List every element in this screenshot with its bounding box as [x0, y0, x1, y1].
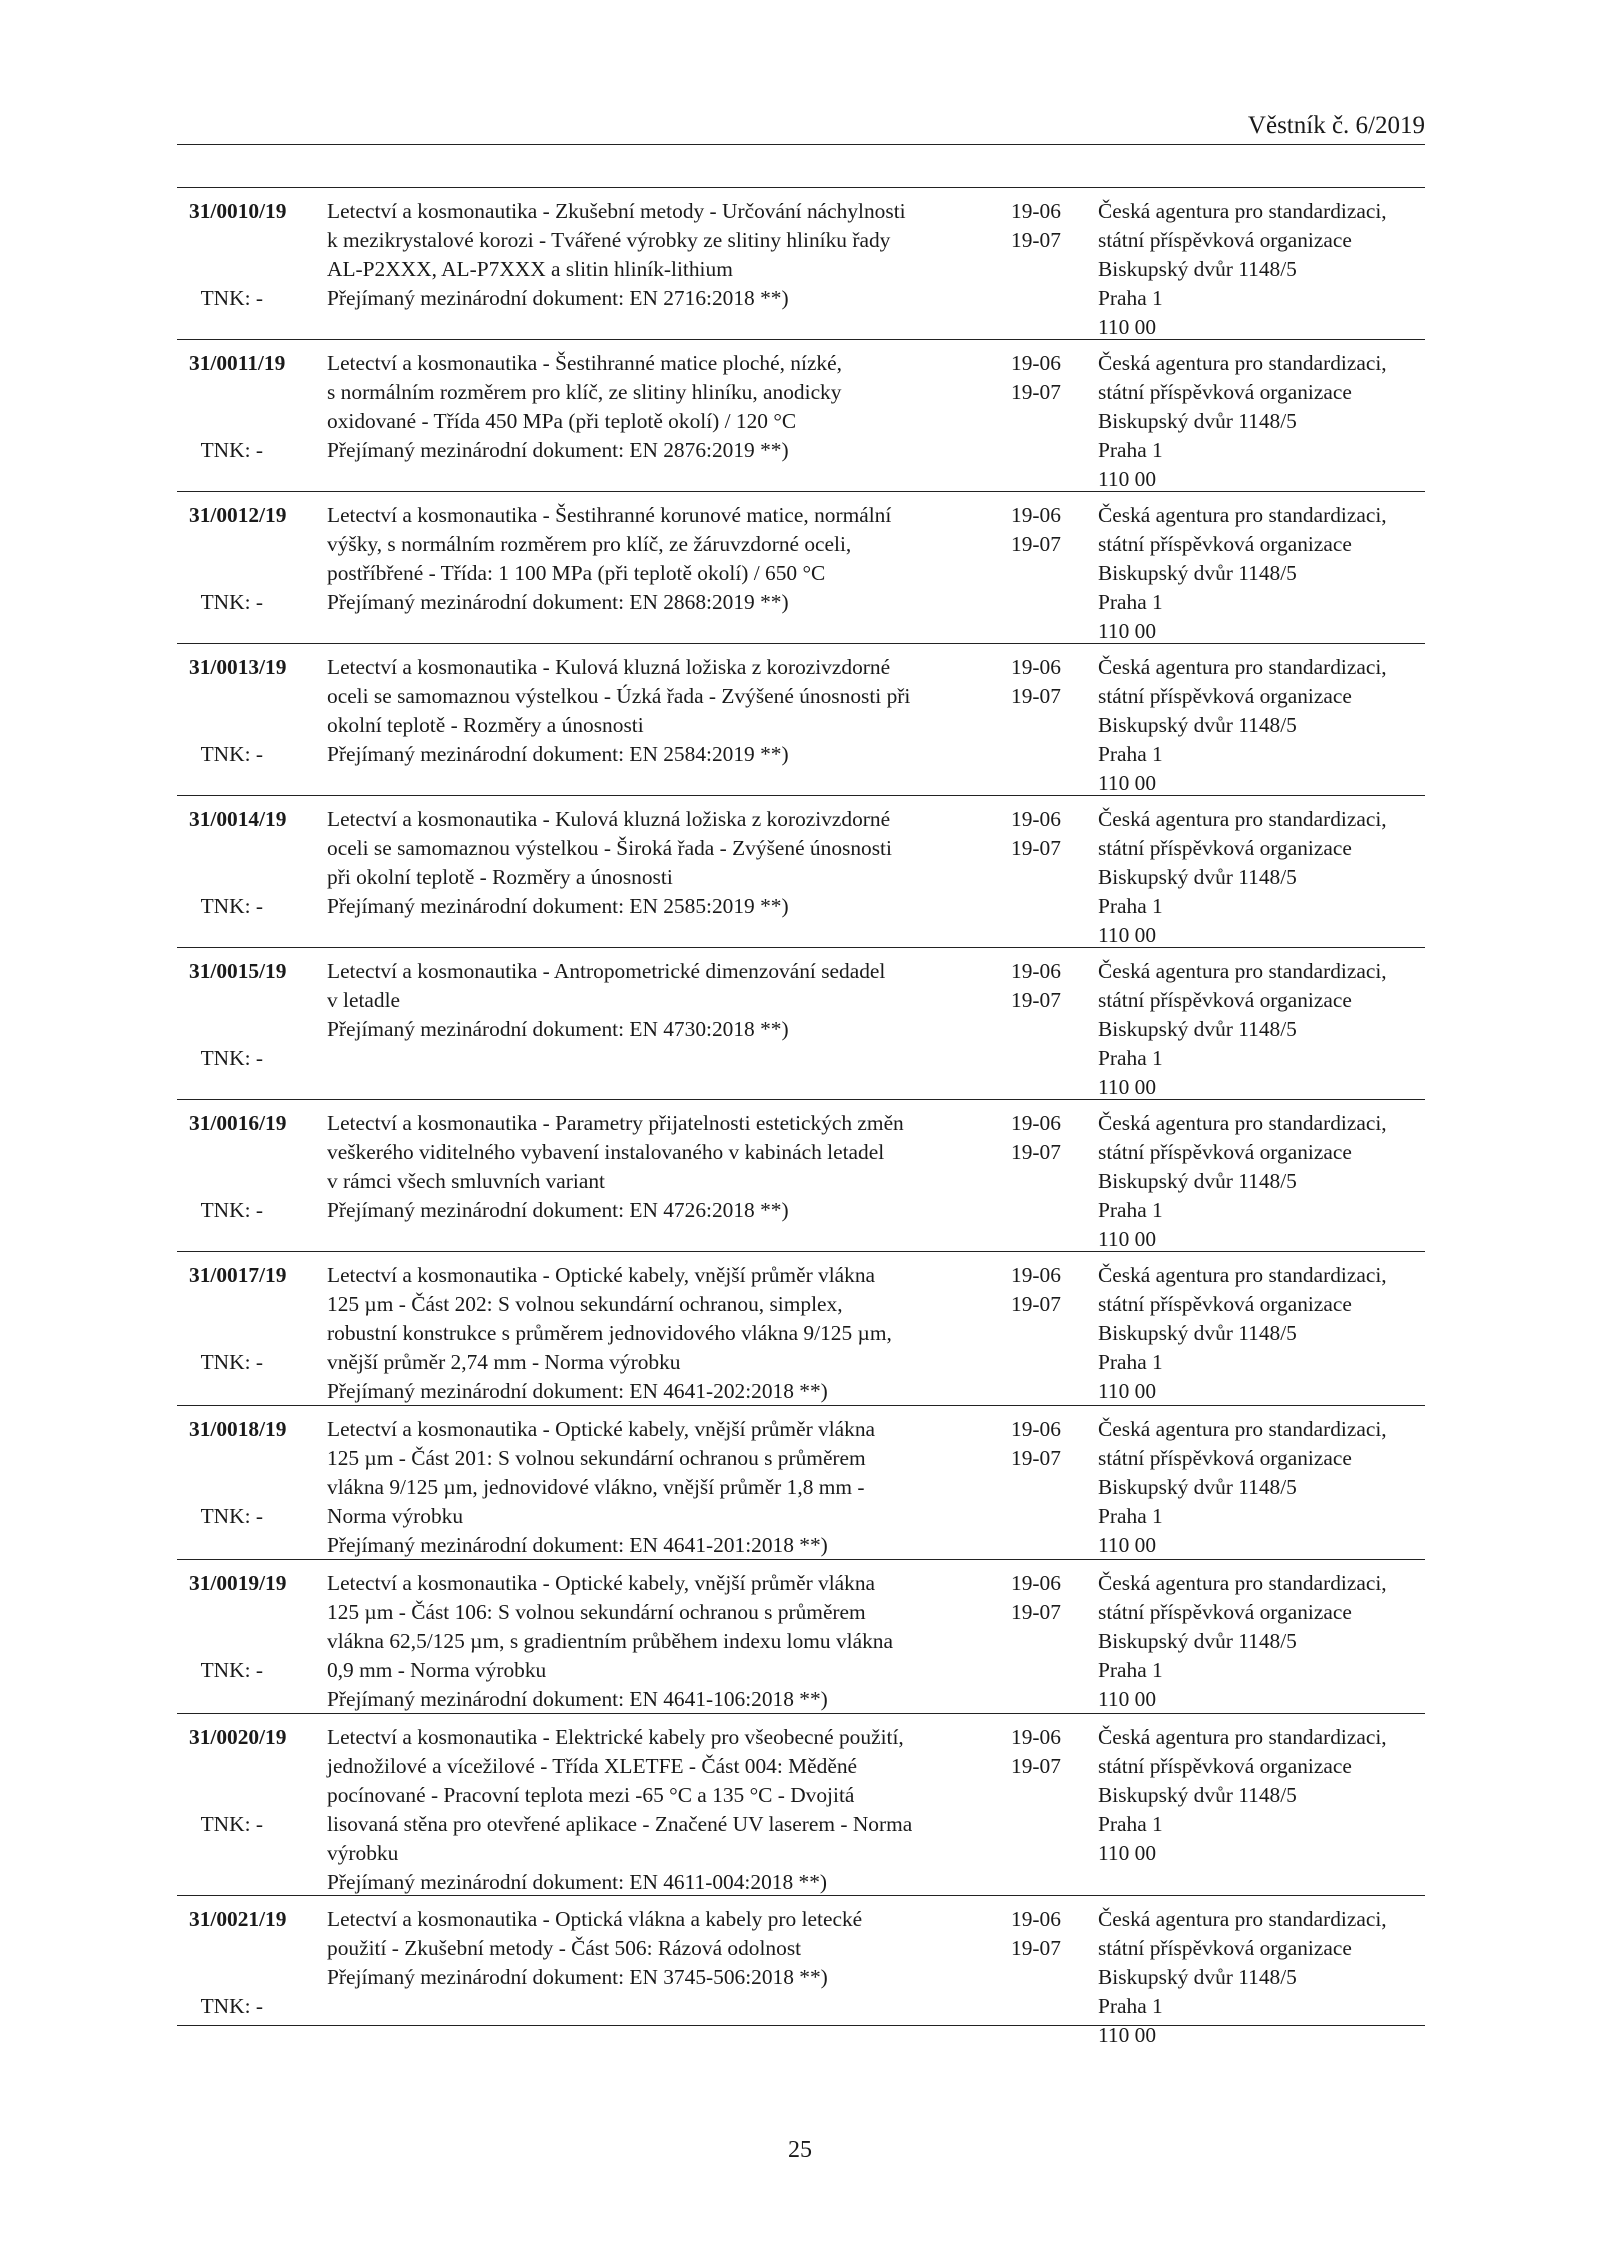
organization-line: Praha 1: [1098, 1994, 1163, 2018]
entry-tnk: TNK: -: [200, 1994, 263, 2018]
description-line: Přejímaný mezinárodní dokument: EN 4641-106:2018 **): [327, 1687, 828, 1711]
description-line: Letectví a kosmonautika - Parametry přijatelnosti estetických změn: [327, 1111, 904, 1135]
description-line: Přejímaný mezinárodní dokument: EN 4611-004:2018 **): [327, 1870, 828, 1894]
entry-categories: [1011, 957, 1081, 1015]
entry-organization: [1098, 1905, 1428, 2050]
entry-description: [327, 805, 892, 921]
entry-organization: [1098, 501, 1428, 646]
organization-line: Česká agentura pro standardizaci,: [1098, 503, 1387, 527]
entry-categories: [1011, 501, 1081, 559]
entry-description: [327, 1569, 893, 1714]
organization-line: Česká agentura pro standardizaci,: [1098, 351, 1387, 375]
entry-code: 31/0010/19: [189, 199, 287, 223]
entry-categories: [1011, 349, 1081, 407]
standard-entry: [177, 1252, 1425, 1406]
organization-line: 110 00: [1098, 619, 1157, 643]
entry-organization: [1098, 1569, 1428, 1714]
description-line: pocínované - Pracovní teplota mezi -65 °C a 135 °C - Dvojitá: [327, 1783, 855, 1807]
entry-description: [327, 1723, 913, 1897]
description-line: robustní konstrukce s průměrem jednovidového vlákna 9/125 µm,: [327, 1321, 892, 1345]
entry-code: 31/0013/19: [189, 655, 287, 679]
entry-organization: [1098, 1261, 1428, 1406]
organization-line: Biskupský dvůr 1148/5: [1098, 1475, 1297, 1499]
description-line: Letectví a kosmonautika - Šestihranné korunové matice, normální: [327, 503, 892, 527]
category-code: 19-07: [1011, 1754, 1061, 1778]
description-line: Norma výrobku: [327, 1504, 464, 1528]
organization-line: Biskupský dvůr 1148/5: [1098, 409, 1297, 433]
category-code: 19-07: [1011, 380, 1061, 404]
organization-line: Biskupský dvůr 1148/5: [1098, 561, 1297, 585]
description-line: vlákna 9/125 µm, jednovidové vlákno, vnější průměr 1,8 mm -: [327, 1475, 865, 1499]
category-code: 19-06: [1011, 199, 1061, 223]
category-code: 19-07: [1011, 988, 1061, 1012]
entry-description: [327, 653, 911, 769]
organization-line: Biskupský dvůr 1148/5: [1098, 865, 1297, 889]
organization-line: Praha 1: [1098, 1046, 1163, 1070]
description-line: 125 µm - Část 202: S volnou sekundární ochranou, simplex,: [327, 1292, 843, 1316]
organization-line: Česká agentura pro standardizaci,: [1098, 1417, 1387, 1441]
organization-line: státní příspěvková organizace: [1098, 1140, 1352, 1164]
entry-categories: [1011, 1905, 1081, 1963]
organization-line: státní příspěvková organizace: [1098, 836, 1352, 860]
category-code: 19-06: [1011, 1263, 1061, 1287]
description-line: Přejímaný mezinárodní dokument: EN 2876:2019 **): [327, 438, 789, 462]
entry-code: 31/0012/19: [189, 503, 287, 527]
organization-line: státní příspěvková organizace: [1098, 988, 1352, 1012]
organization-line: Česká agentura pro standardizaci,: [1098, 1571, 1387, 1595]
category-code: 19-06: [1011, 1417, 1061, 1441]
description-line: Přejímaný mezinárodní dokument: EN 2585:2019 **): [327, 894, 789, 918]
organization-line: Česká agentura pro standardizaci,: [1098, 1725, 1387, 1749]
description-line: Přejímaný mezinárodní dokument: EN 4641-202:2018 **): [327, 1379, 828, 1403]
organization-line: 110 00: [1098, 467, 1157, 491]
standard-entry: [177, 644, 1425, 796]
category-code: 19-06: [1011, 959, 1061, 983]
organization-line: Biskupský dvůr 1148/5: [1098, 1783, 1297, 1807]
entry-categories: [1011, 653, 1081, 711]
entry-tnk: TNK: -: [200, 1198, 263, 1222]
page-number: 25: [788, 2137, 812, 2163]
description-line: Přejímaný mezinárodní dokument: EN 2584:2019 **): [327, 742, 789, 766]
entry-description: [327, 349, 857, 465]
description-line: postříbřené - Třída: 1 100 MPa (při teplotě okolí) / 650 °C: [327, 561, 826, 585]
category-code: 19-07: [1011, 1446, 1061, 1470]
organization-line: Praha 1: [1098, 894, 1163, 918]
description-line: Letectví a kosmonautika - Kulová kluzná ložiska z korozivzdorné: [327, 807, 891, 831]
description-line: při okolní teplotě - Rozměry a únosnosti: [327, 865, 673, 889]
entry-tnk: TNK: -: [200, 742, 263, 766]
organization-line: Praha 1: [1098, 1198, 1163, 1222]
organization-line: 110 00: [1098, 315, 1157, 339]
organization-line: 110 00: [1098, 771, 1157, 795]
organization-line: státní příspěvková organizace: [1098, 228, 1352, 252]
description-line: Letectví a kosmonautika - Elektrické kabely pro všeobecné použití,: [327, 1725, 904, 1749]
category-code: 19-06: [1011, 1111, 1061, 1135]
standard-entry: [177, 1714, 1425, 1896]
description-line: lisovaná stěna pro otevřené aplikace - Značené UV laserem - Norma: [327, 1812, 913, 1836]
entry-code: 31/0015/19: [189, 959, 287, 983]
description-line: Letectví a kosmonautika - Antropometrické dimenzování sedadel: [327, 959, 886, 983]
description-line: oxidované - Třída 450 MPa (při teplotě okolí) / 120 °C: [327, 409, 797, 433]
entry-categories: [1011, 805, 1081, 863]
organization-line: Česká agentura pro standardizaci,: [1098, 959, 1387, 983]
organization-line: Biskupský dvůr 1148/5: [1098, 1965, 1297, 1989]
description-line: oceli se samomaznou výstelkou - Úzká řada - Zvýšené únosnosti při: [327, 684, 911, 708]
entry-organization: [1098, 197, 1428, 342]
description-line: vlákna 62,5/125 µm, s gradientním průběhem indexu lomu vlákna: [327, 1629, 893, 1653]
entry-code: 31/0020/19: [189, 1725, 287, 1749]
description-line: okolní teplotě - Rozměry a únosnosti: [327, 713, 644, 737]
description-line: Letectví a kosmonautika - Optické kabely, vnější průměr vlákna: [327, 1263, 876, 1287]
entry-categories: [1011, 1723, 1081, 1781]
organization-line: 110 00: [1098, 1687, 1157, 1711]
standards-list: [177, 187, 1425, 2047]
description-line: vnější průměr 2,74 mm - Norma výrobku: [327, 1350, 681, 1374]
organization-line: 110 00: [1098, 1075, 1157, 1099]
category-code: 19-07: [1011, 1936, 1061, 1960]
page-header: [177, 112, 1425, 145]
entry-code: 31/0019/19: [189, 1571, 287, 1595]
description-line: výrobku: [327, 1841, 399, 1865]
organization-line: Praha 1: [1098, 1812, 1163, 1836]
category-code: 19-07: [1011, 228, 1061, 252]
category-code: 19-06: [1011, 1907, 1061, 1931]
description-line: Letectví a kosmonautika - Optická vlákna a kabely pro letecké: [327, 1907, 863, 1931]
description-line: AL-P2XXX, AL-P7XXX a slitin hliník-lithium: [327, 257, 733, 281]
entry-tnk: TNK: -: [200, 286, 263, 310]
description-line: v rámci všech smluvních variant: [327, 1169, 605, 1193]
category-code: 19-07: [1011, 684, 1061, 708]
entry-organization: [1098, 1109, 1428, 1254]
entry-tnk: TNK: -: [200, 1812, 263, 1836]
description-line: veškerého viditelného vybavení instalovaného v kabinách letadel: [327, 1140, 885, 1164]
description-line: Přejímaný mezinárodní dokument: EN 4726:2018 **): [327, 1198, 789, 1222]
category-code: 19-07: [1011, 1292, 1061, 1316]
entry-organization: [1098, 1723, 1428, 1868]
description-line: Letectví a kosmonautika - Optické kabely, vnější průměr vlákna: [327, 1417, 876, 1441]
organization-line: 110 00: [1098, 1841, 1157, 1865]
organization-line: Praha 1: [1098, 1350, 1163, 1374]
category-code: 19-06: [1011, 351, 1061, 375]
description-line: Přejímaný mezinárodní dokument: EN 2868:2019 **): [327, 590, 789, 614]
standard-entry: [177, 1406, 1425, 1560]
organization-line: státní příspěvková organizace: [1098, 532, 1352, 556]
organization-line: Česká agentura pro standardizaci,: [1098, 199, 1387, 223]
organization-line: státní příspěvková organizace: [1098, 1936, 1352, 1960]
standard-entry: [177, 1100, 1425, 1252]
organization-line: Česká agentura pro standardizaci,: [1098, 1907, 1387, 1931]
organization-line: Praha 1: [1098, 1504, 1163, 1528]
entry-categories: [1011, 197, 1081, 255]
entry-code: 31/0018/19: [189, 1417, 287, 1441]
entry-description: [327, 1415, 876, 1560]
description-line: s normálním rozměrem pro klíč, ze slitiny hliníku, anodicky: [327, 380, 842, 404]
organization-line: 110 00: [1098, 1379, 1157, 1403]
entry-description: [327, 197, 906, 313]
organization-line: státní příspěvková organizace: [1098, 1754, 1352, 1778]
category-code: 19-07: [1011, 532, 1061, 556]
organization-line: Česká agentura pro standardizaci,: [1098, 1111, 1387, 1135]
description-line: Letectví a kosmonautika - Šestihranné matice ploché, nízké,: [327, 351, 842, 375]
entry-description: [327, 957, 886, 1044]
organization-line: Biskupský dvůr 1148/5: [1098, 1629, 1297, 1653]
organization-line: Biskupský dvůr 1148/5: [1098, 1017, 1297, 1041]
standard-entry: [177, 492, 1425, 644]
category-code: 19-06: [1011, 1725, 1061, 1749]
organization-line: Biskupský dvůr 1148/5: [1098, 1321, 1297, 1345]
entry-tnk: TNK: -: [200, 590, 263, 614]
organization-line: Praha 1: [1098, 1658, 1163, 1682]
entry-description: [327, 1109, 904, 1225]
entry-description: [327, 1261, 892, 1406]
entry-tnk: TNK: -: [200, 438, 263, 462]
organization-line: státní příspěvková organizace: [1098, 1600, 1352, 1624]
standard-entry: [177, 1560, 1425, 1714]
entry-code: 31/0016/19: [189, 1111, 287, 1135]
journal-title: Věstník č. 6/2019: [1247, 112, 1425, 139]
organization-line: 110 00: [1098, 1533, 1157, 1557]
entry-tnk: TNK: -: [200, 1350, 263, 1374]
description-line: v letadle: [327, 988, 401, 1012]
description-line: použití - Zkušební metody - Část 506: Rázová odolnost: [327, 1936, 802, 1960]
description-line: výšky, s normálním rozměrem pro klíč, ze žáruvzdorné oceli,: [327, 532, 852, 556]
entry-tnk: TNK: -: [200, 1658, 263, 1682]
entry-organization: [1098, 805, 1428, 950]
description-line: 125 µm - Část 201: S volnou sekundární ochranou s průměrem: [327, 1446, 866, 1470]
entry-organization: [1098, 653, 1428, 798]
description-line: Letectví a kosmonautika - Kulová kluzná ložiska z korozivzdorné: [327, 655, 891, 679]
entry-categories: [1011, 1415, 1081, 1473]
description-line: jednožilové a vícežilové - Třída XLETFE - Část 004: Měděné: [327, 1754, 858, 1778]
entry-categories: [1011, 1569, 1081, 1627]
organization-line: státní příspěvková organizace: [1098, 1446, 1352, 1470]
organization-line: 110 00: [1098, 923, 1157, 947]
entry-description: [327, 1905, 863, 1992]
description-line: Přejímaný mezinárodní dokument: EN 2716:2018 **): [327, 286, 789, 310]
category-code: 19-06: [1011, 655, 1061, 679]
organization-line: státní příspěvková organizace: [1098, 1292, 1352, 1316]
organization-line: Biskupský dvůr 1148/5: [1098, 713, 1297, 737]
organization-line: Biskupský dvůr 1148/5: [1098, 1169, 1297, 1193]
description-line: Letectví a kosmonautika - Optické kabely, vnější průměr vlákna: [327, 1571, 876, 1595]
organization-line: Praha 1: [1098, 286, 1163, 310]
standard-entry: [177, 948, 1425, 1100]
description-line: 125 µm - Část 106: S volnou sekundární ochranou s průměrem: [327, 1600, 866, 1624]
entry-categories: [1011, 1109, 1081, 1167]
organization-line: státní příspěvková organizace: [1098, 380, 1352, 404]
entry-tnk: TNK: -: [200, 894, 263, 918]
category-code: 19-06: [1011, 807, 1061, 831]
standard-entry: [177, 340, 1425, 492]
organization-line: Biskupský dvůr 1148/5: [1098, 257, 1297, 281]
description-line: Přejímaný mezinárodní dokument: EN 4730:2018 **): [327, 1017, 789, 1041]
entry-categories: [1011, 1261, 1081, 1319]
entry-code: 31/0014/19: [189, 807, 287, 831]
category-code: 19-07: [1011, 1140, 1061, 1164]
category-code: 19-07: [1011, 1600, 1061, 1624]
standard-entry: [177, 796, 1425, 948]
organization-line: Česká agentura pro standardizaci,: [1098, 655, 1387, 679]
description-line: k mezikrystalové korozi - Tvářené výrobky ze slitiny hliníku řady: [327, 228, 891, 252]
entry-organization: [1098, 349, 1428, 494]
organization-line: 110 00: [1098, 2023, 1157, 2047]
standard-entry: [177, 188, 1425, 340]
organization-line: státní příspěvková organizace: [1098, 684, 1352, 708]
entry-organization: [1098, 1415, 1428, 1560]
entry-description: [327, 501, 892, 617]
organization-line: Česká agentura pro standardizaci,: [1098, 807, 1387, 831]
description-line: Přejímaný mezinárodní dokument: EN 3745-506:2018 **): [327, 1965, 828, 1989]
description-line: Přejímaný mezinárodní dokument: EN 4641-201:2018 **): [327, 1533, 828, 1557]
standard-entry: [177, 1896, 1425, 2047]
entry-code: 31/0011/19: [189, 351, 286, 375]
description-line: 0,9 mm - Norma výrobku: [327, 1658, 547, 1682]
organization-line: Praha 1: [1098, 590, 1163, 614]
category-code: 19-07: [1011, 836, 1061, 860]
organization-line: Praha 1: [1098, 742, 1163, 766]
organization-line: 110 00: [1098, 1227, 1157, 1251]
category-code: 19-06: [1011, 503, 1061, 527]
entry-code: 31/0021/19: [189, 1907, 287, 1931]
entry-tnk: TNK: -: [200, 1504, 263, 1528]
entry-organization: [1098, 957, 1428, 1102]
entry-tnk: TNK: -: [200, 1046, 263, 1070]
category-code: 19-06: [1011, 1571, 1061, 1595]
organization-line: Česká agentura pro standardizaci,: [1098, 1263, 1387, 1287]
description-line: oceli se samomaznou výstelkou - Široká řada - Zvýšené únosnosti: [327, 836, 892, 860]
entry-code: 31/0017/19: [189, 1263, 287, 1287]
description-line: Letectví a kosmonautika - Zkušební metody - Určování náchylnosti: [327, 199, 906, 223]
organization-line: Praha 1: [1098, 438, 1163, 462]
